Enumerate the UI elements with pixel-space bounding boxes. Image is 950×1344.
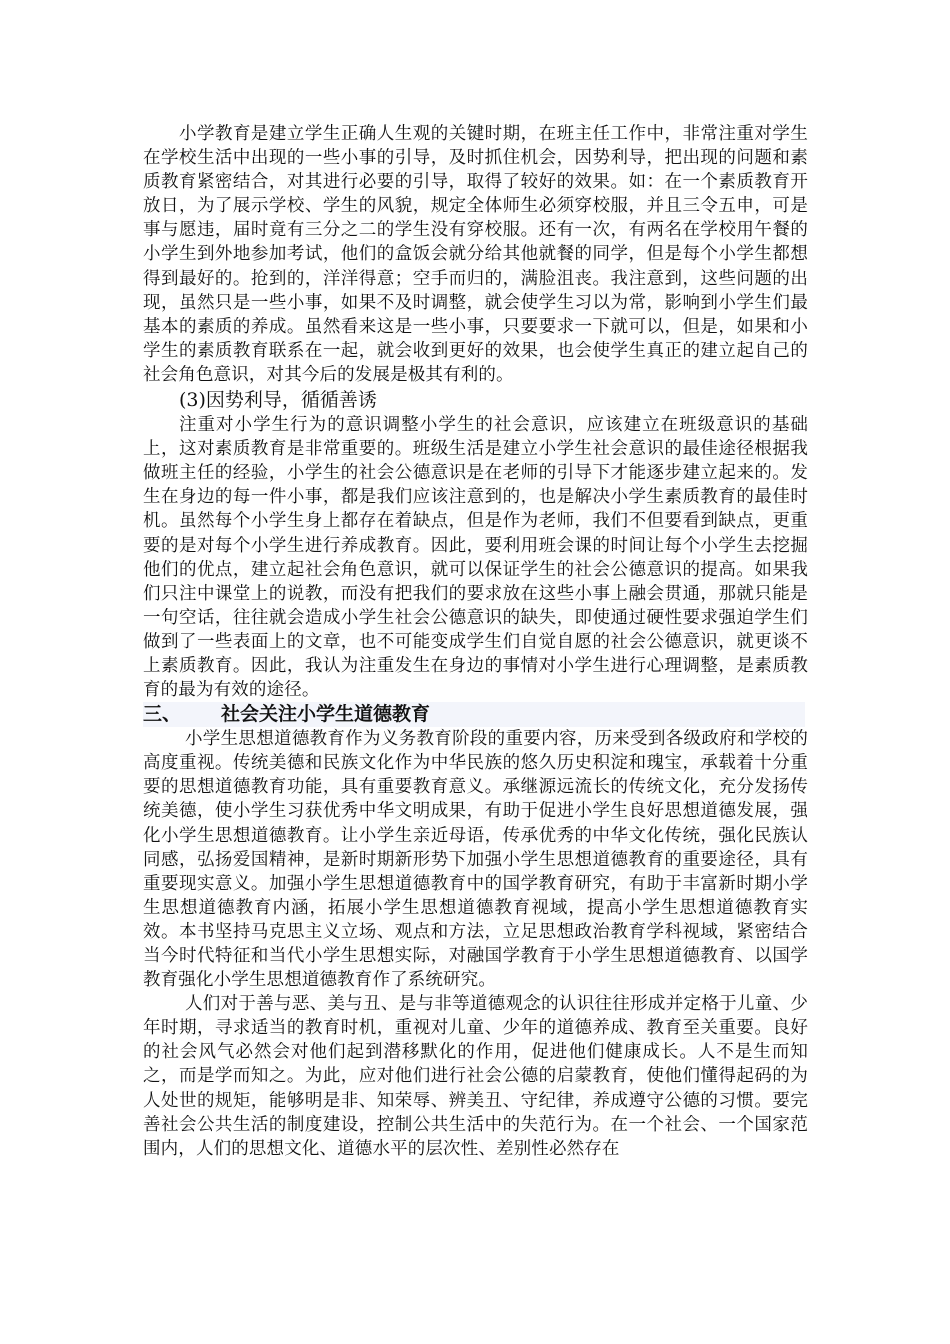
subheading-3: (3)因势利导，循循善诱 bbox=[179, 389, 377, 412]
section-heading bbox=[143, 702, 805, 727]
section-title: 社会关注小学生道德教育 bbox=[221, 703, 431, 726]
paragraph-2: 注重对小学生行为的意识调整小学生的社会意识，应该建立在班级意识的基础上，这对素质教育是非常重要的。班级生活是建立小学生社会意识的最佳途径根据我做班主任的经验，小学生的社会公德意识是在老师的引导下才能逐步建立起来的。发生在身边的每一件小事，都是我们应该注意到的，也是解决小学生素质教育的最佳时机。虽然每个小学生身上都存在着缺点，但是作为老师，我们不但要看到缺点，更重要的是对每个小学生进行养成教育。因此，要利用班会课的时间让每个小学生去挖掘他们的优点，建立起社会角色意识，就可以保证学生的社会公德意识的提高。如果我们只注中课堂上的说教，而没有把我们的要求放在这些小事上融会贯通，那就只能是一句空话，往往就会造成小学生社会公德意识的缺失，即使通过硬性要求强迫学生们做到了一些表面上的文章，也不可能变成学生们自觉自愿的社会公德意识，就更谈不上素质教育。因此，我认为注重发生在身边的事情对小学生进行心理调整，是素质教育的最为有效的途径。 bbox=[143, 415, 808, 701]
section-number: 三、 bbox=[143, 703, 182, 726]
paragraph-4: 人们对于善与恶、美与丑、是与非等道德观念的认识往往形成并定格于儿童、少年时期，寻求适当的教育时机，重视对儿童、少年的道德养成、教育至关重要。良好的社会风气必然会对他们起到潜移默化的作用，促进他们健康成长。人不是生而知之，而是学而知之。为此，应对他们进行社会公德的启蒙教育，使他们懂得起码的为人处世的规矩，能够明是非、知荣辱、辨美丑、守纪律，养成遵守公德的习惯。要完善社会公共生活的制度建设，控制公共生活中的失范行为。在一个社会、一个国家范围内，人们的思想文化、道德水平的层次性、差别性必然存在 bbox=[143, 994, 808, 1159]
paragraph-3: 小学生思想道德教育作为义务教育阶段的重要内容，历来受到各级政府和学校的高度重视。传统美德和民族文化作为中华民族的悠久历史积淀和瑰宝，承载着十分重要的思想道德教育功能，具有重要教育意义。承继源远流长的传统文化，充分发扬传统美德，使小学生习获优秀中华文明成果，有助于促进小学生良好思想道德发展，强化小学生思想道德教育。让小学生亲近母语，传承优秀的中华文化传统，强化民族认同感，弘扬爱国精神，是新时期新形势下加强小学生思想道德教育的重要途径，具有重要现实意义。加强小学生思想道德教育中的国学教育研究，有助于丰富新时期小学生思想道德教育内涵，拓展小学生思想道德教育视域，提高小学生思想道德教育实效。本书坚持马克思主义立场、观点和方法，立足思想政治教育学科视域，紧密结合当今时代特征和当代小学生思想实际，对融国学教育于小学生思想道德教育、以国学教育强化小学生思想道德教育作了系统研究。 bbox=[143, 729, 808, 991]
document-page bbox=[143, 122, 808, 1161]
paragraph-1: 小学教育是建立学生正确人生观的关键时期，在班主任工作中，非常注重对学生在学校生活中出现的一些小事的引导，及时抓住机会，因势利导，把出现的问题和素质教育紧密结合，对其进行必要的引导，取得了较好的效果。如：在一个素质教育开放日，为了展示学校、学生的风貌，规定全体师生必须穿校服，并且三令五申，可是事与愿违，届时竟有三分之二的学生没有穿校服。还有一次，有两名在学校用午餐的小学生到外地参加考试，他们的盒饭会就分给其他就餐的同学，但是每个小学生都想得到最好的。抢到的，洋洋得意；空手而归的，满脸沮丧。我注意到，这些问题的出现，虽然只是一些小事，如果不及时调整，就会使学生习以为常，影响到小学生们最基本的素质的养成。虽然看来这是一些小事，只要要求一下就可以，但是，如果和小学生的素质教育联系在一起，就会收到更好的效果，也会使学生真正的建立起自己的社会角色意识，对其今后的发展是极其有利的。 bbox=[143, 124, 808, 385]
